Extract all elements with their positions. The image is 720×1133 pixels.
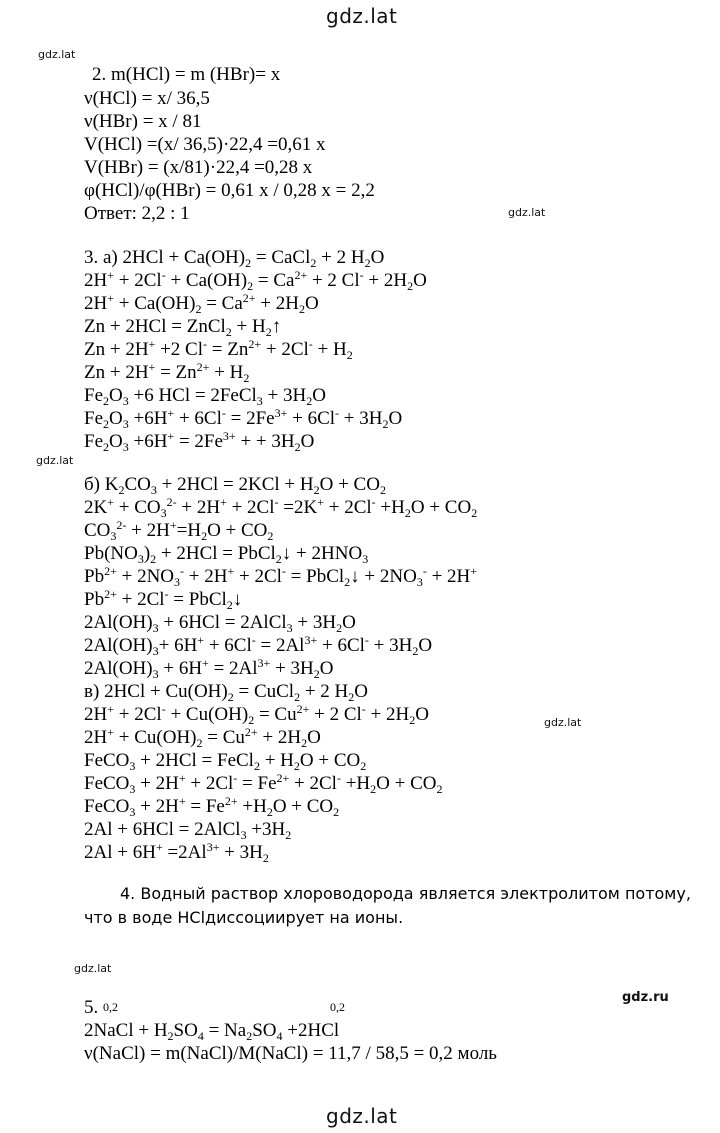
task2-line3: ν(HBr) = x / 81 — [84, 111, 202, 132]
watermark-gdz-ru: gdz.ru — [622, 990, 669, 1005]
watermark-bottom: gdz.lat — [326, 1104, 398, 1128]
task3-v-eq2: $2H^+ + 2Cl^- + Cu(OH)_2 = Cu^{2+} + 2$ $Cl^- + 2H_2O$ — [84, 702, 429, 727]
task2-line6: φ(HCl)/φ(HBr) = 0,61 x / 0,28 x = 2,2 — [84, 180, 375, 201]
task3-v-eq7: 2Al + 6HCl = 2AlCl$_3$ $+3H_2$ — [84, 819, 292, 842]
watermark-small-3: gdz.lat — [36, 454, 74, 467]
task3-v-label: в) — [84, 681, 100, 702]
task3-a-eq4: Zn + 2HCl = ZnCl$_2$ + $H_2↑$ — [84, 316, 282, 339]
task3-b-eq5: $Pb^{2+} + 2NO_3^- + 2H^+ + 2Cl^-$ = PbCl$_2$↓ + $2NO_3^- + 2H^+$ — [84, 564, 478, 589]
task5-label: 5. — [84, 997, 99, 1018]
task3-b-eq1: б) $K_2CO_3 + 2HCl = 2KCl + H_2O + CO_2$ — [84, 474, 386, 497]
watermark-top: gdz.lat — [326, 4, 398, 28]
task5-amount-hcl-wrap — [330, 997, 345, 1020]
task3-a-eq1: 3. а) $2HCl + Ca(OH)_2$ = CaCl$_2$ + 2 $H_2O$ — [84, 247, 385, 270]
task3-v-eq1: в) $2HCl + Cu(OH)_2$ = CuCl$_2$ + 2 $H_2O$ — [84, 681, 368, 704]
task3-v-eq3: $2H^+ + Cu(OH)_2 = Cu^{2+} + 2H_2O$ — [84, 725, 321, 750]
task3-b-eq9: $2Al(OH)_3 + 6H^+ = 2Al^{3+} + 3H_2O$ — [84, 656, 334, 681]
task5-amount-hcl: 0,2 — [330, 1000, 345, 1014]
task5-line1 — [84, 997, 118, 1020]
task3-b-eq7: $2Al(OH)_3 + 6HCl$ = 2AlCl$_3$ + $3H_2O$ — [84, 612, 356, 635]
watermark-small-1: gdz.lat — [38, 48, 76, 61]
task3-a-eq2: $2H^+ + 2Cl^- + Ca(OH)_2 = Ca^{2+} + 2$ $Cl^- + 2H_2O$ — [84, 268, 427, 293]
task3-a-eq9: $Fe_2O_3 +6H^+ = 2Fe^{3+}$ + + $3H_2O$ — [84, 429, 315, 454]
task3-v-eq5: FeCO$_3$ + $2H^+ + 2Cl^- = Fe^{2+} + 2Cl^- +H_2O + CO_2$ — [84, 771, 443, 796]
watermark-small-5: gdz.lat — [74, 962, 112, 975]
task3-b-label: б) — [84, 474, 100, 495]
watermark-small-2: gdz.lat — [508, 206, 546, 219]
task3-v-eq6: FeCO$_3$ + $2H^+ = Fe^{2+} +H_2O + CO_2$ — [84, 794, 340, 819]
task3-a-eq8: $Fe_2O_3 +6H^+ + 6Cl^- = 2Fe^{3+} + 6Cl^- + 3H_2O$ — [84, 406, 403, 431]
task3-v-eq4: FeCO$_3$ + 2HCl = FeCl$_2$ + $H_2O + CO_2$ — [84, 750, 367, 773]
task2-line2: ν(HCl) = x/ 36,5 — [84, 88, 210, 109]
task3-b-eq2: $2K^+ + CO_3^{2-} + 2H^+ + 2Cl^- =2K^+ + 2Cl^- +H_2O + CO_2$ — [84, 495, 478, 520]
task3-b-eq8: $2Al(OH)_3+ 6H^+ + 6Cl^- = 2Al^{3+} + 6Cl^- + 3H_2O$ — [84, 633, 433, 658]
task3-a-eq6: $Zn + 2H^+ = Zn^{2+} + H_2$ — [84, 360, 250, 385]
task3-b-eq4: $Pb(NO_3)_2 + 2HCl$ = PbCl$_2$↓ + $2HNO_3$ — [84, 543, 369, 566]
task5-amount-nacl: 0,2 — [103, 1000, 118, 1014]
task3-a-eq5: Zn + 2H+ +2 $Cl^- = Zn^{2+} + 2Cl^- + H_2$ — [84, 337, 353, 362]
task4-text: 4. Водный раствор хлороводорода является электролитом потому, что в воде HClдиссоциирует на ионы. — [84, 884, 691, 927]
task3-a-label: 3. а) — [84, 247, 118, 268]
task2-line1: 2. m(HCl) = m (HBr)= x — [92, 64, 281, 85]
watermark-small-4: gdz.lat — [544, 716, 582, 729]
task3-a-eq7: $Fe_2O_3 +6$ HCl = 2FeCl$_3$ + $3H_2O$ — [84, 385, 326, 408]
task5-calc: ν(NaCl) = m(NaCl)/M(NaCl) = 11,7 / 58,5 = 0,2 моль — [84, 1043, 497, 1064]
task5-equation: 2NaCl + $H_2SO_4 = Na_2SO_4 +2HCl$ — [84, 1020, 340, 1043]
task3-b-eq3: $CO_3^{2-} + 2H^+=H_2O + CO_2$ — [84, 518, 274, 543]
task2-answer: Ответ: 2,2 : 1 — [84, 203, 190, 224]
task2-line4: V(HCl) =(x/ 36,5)·22,4 =0,61 x — [84, 134, 326, 155]
task2-line5: V(HBr) = (x/81)·22,4 =0,28 x — [84, 157, 313, 178]
task3-v-eq8: $2Al + 6H^+ =2Al^{3+} + 3H_2$ — [84, 840, 269, 865]
task3-b-eq6: $Pb^{2+} + 2Cl^-$ = PbCl$_2$↓ — [84, 587, 243, 612]
task3-a-eq3: $2H^+ + Ca(OH)_2 = Ca^{2+} + 2H_2O$ — [84, 291, 319, 316]
